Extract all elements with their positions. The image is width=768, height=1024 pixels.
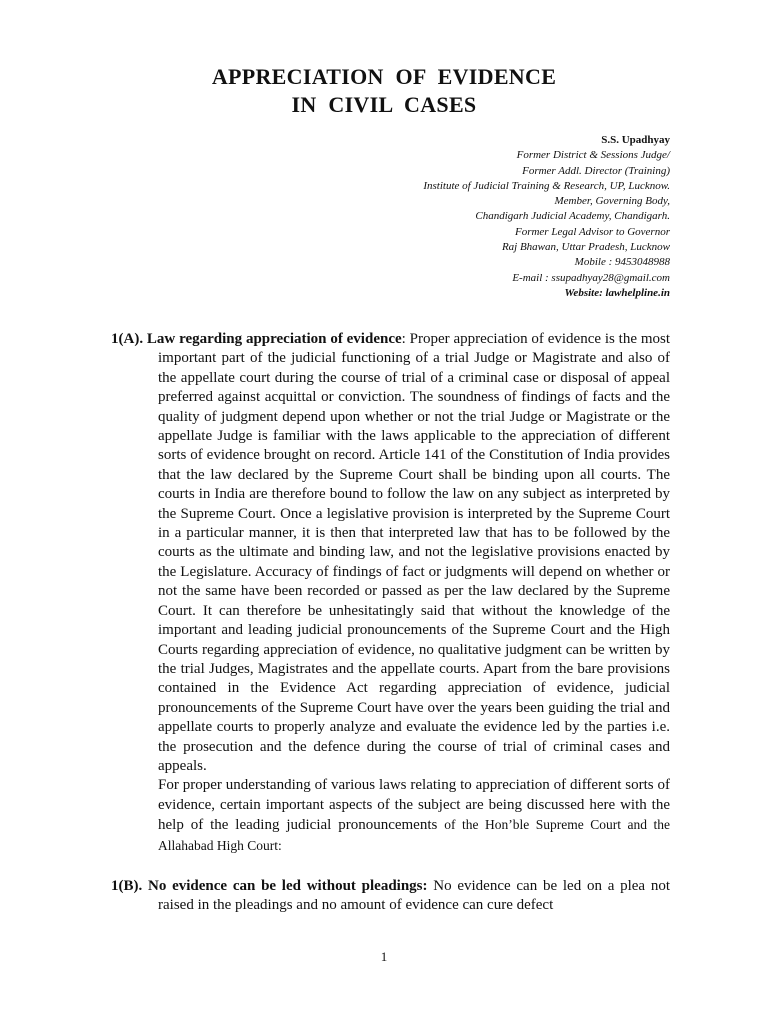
page-number: 1 xyxy=(380,949,388,964)
author-email: E-mail : ssupadhyay28@gmail.com xyxy=(512,271,670,284)
author-website: Website: lawhelpline.in xyxy=(564,286,670,299)
author-line-1: Former District & Sessions Judge/ xyxy=(516,149,670,162)
author-line-7: Raj Bhawan, Uttar Pradesh, Lucknow xyxy=(501,241,670,254)
author-line-2: Former Addl. Director (Training) xyxy=(522,164,670,177)
section-1a-heading: Law regarding appreciation of evidence xyxy=(146,331,402,347)
section-1b-number: 1(B). xyxy=(111,878,143,894)
author-line-5: Chandigarh Judicial Academy, Chandigarh. xyxy=(475,210,670,223)
author-block xyxy=(250,133,670,301)
section-1a-paragraph-2 xyxy=(111,776,670,856)
section-1b-paragraph xyxy=(111,877,670,916)
section-1b-heading: No evidence can be led without pleadings: xyxy=(148,878,428,894)
section-1a-para2-last: of the Hon’ble Supreme Court and the Allahabad High Court: xyxy=(158,817,671,853)
document-title-line-2: IN CIVIL CASES xyxy=(291,92,477,117)
section-1a-number: 1(A). xyxy=(111,331,144,347)
section-1a-para2: For proper understanding of various laws relating to appreciation of different sorts of evidence, certain important aspects of the subject are being discussed here with the help of the leading judicial pronouncements xyxy=(158,777,670,834)
section-1a-body: : Proper appreciation of evidence is the most important part of the judicial functioning of a trial Judge or Magistrate and also of the appellate court during the course of trial of a criminal case or disposal of appeal preferred against acquittal or conviction. The soundness of findings of facts and the quality of judgment depend upon whether or not the trial Judge or Magistrate or the appellate Judge is familiar with the laws applicable to the appreciation of different sorts of evidence brought on record. Article 141 of the Constitution of India provides that the law declared by the Supreme Court shall be binding upon all courts. The courts in India are therefore bound to follow the law on any subject as interpreted by the Supreme Court. Once a legislative provision is interpreted by the Supreme Court in a particular manner, it is then that interpreted law that has to be followed by the courts as the ultimate and binding law, and not the legislative provisions enacted by the Legislature. Accuracy of findings of fact or judgments will depend on whether or not the same have been recorded or passed as per the law declared by the Supreme Court. It can therefore be unhesitatingly said that without the knowledge of the important and leading judicial pronouncements of the Supreme Court and the High Courts regarding appreciation of evidence, no qualitative judgment can be written by the trial Judges, Magistrates and the appellate courts. Apart from the bare provisions contained in the Evidence Act regarding appreciation of evidence, judicial pronouncements of the Supreme Court have over the years been guiding the trial and appellate courts to properly analyze and evaluate the evidence led by the parties i.e. the prosecution and the defence during the course of trial of criminal cases and appeals. xyxy=(158,331,670,774)
section-1a xyxy=(111,330,670,856)
author-line-4: Member, Governing Body, xyxy=(554,195,670,208)
author-line-6: Former Legal Advisor to Governor xyxy=(514,225,670,238)
author-mobile: Mobile : 9453048988 xyxy=(574,256,670,269)
document-title-line-1: APPRECIATION OF EVIDENCE xyxy=(211,64,557,89)
author-name: S.S. Upadhyay xyxy=(601,134,670,146)
section-1b xyxy=(111,877,670,916)
section-1a-paragraph xyxy=(111,330,670,776)
author-line-3: Institute of Judicial Training & Research, UP, Lucknow. xyxy=(423,179,670,192)
section-1b-body: No evidence can be led on a plea not raised in the pleadings and no amount of evidence can cure defect xyxy=(158,878,670,914)
